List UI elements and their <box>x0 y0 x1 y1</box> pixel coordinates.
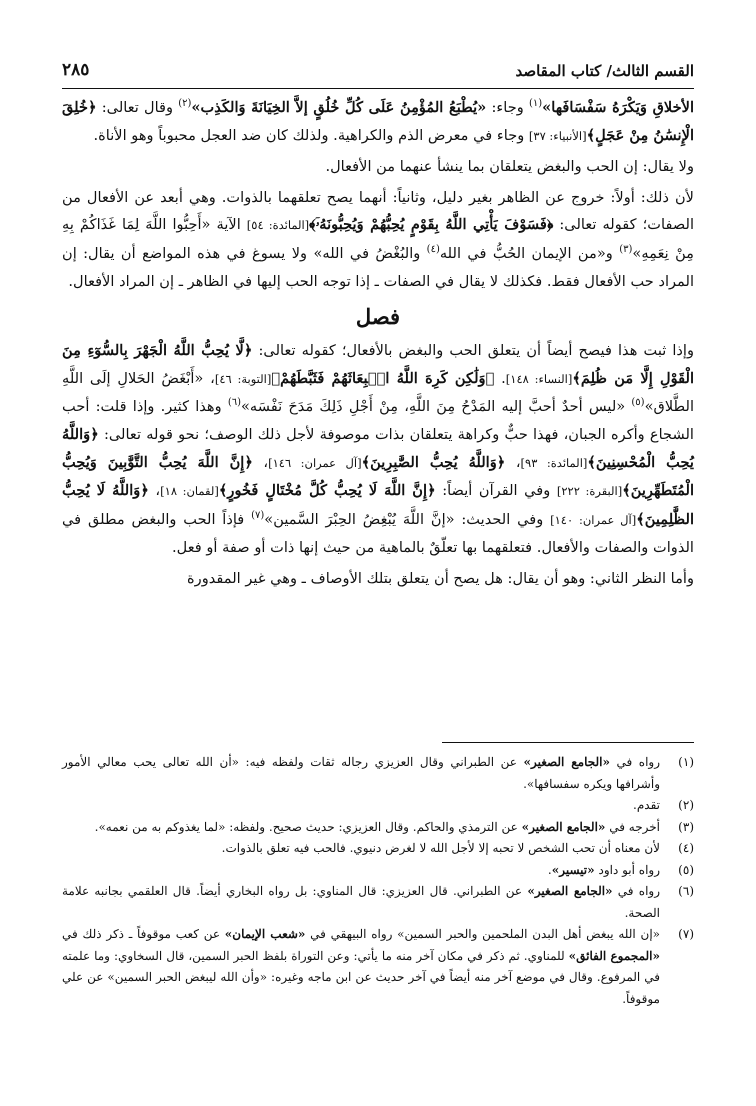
quran-quote: ﴿إِنَّ اللَّهَ لَا يُحِبُّ كُلَّ مُخْتَالٍ فَخُورٍ﴾ <box>218 482 436 500</box>
footnote-text <box>62 752 660 795</box>
text-run: أخرجه في <box>605 819 660 834</box>
text-run: رواه أبو داود <box>594 862 660 877</box>
main-text <box>62 94 694 593</box>
source-title: «شعب الإيمان» <box>224 927 306 941</box>
footnote-ref[interactable]: (٣) <box>619 244 633 256</box>
text-run: رواه في <box>612 884 660 898</box>
paragraph-5: وأما النظر الثاني: وهو أن يقال: هل يصح أن يتعلق بتلك الأوصاف ـ وهي غير المقدورة <box>187 569 694 587</box>
source-title: «الجامع الصغير» <box>523 755 610 769</box>
text-run: وجاء في معرض الذم والكراهية. ولذلك كان ضد العجل محبوباً وهو الأناة. <box>93 126 529 144</box>
text-run: للمناوي. ثم ذكر في مكان آخر منه ما يأتي: وعن التوراة بلفظ الحبر السمين، قال السخاوي: وما علمته في المرفوع. وقال في موضع آخر منه أيضاً في آخر حديث عن ابن ماجه وغيره: «وأن الله ليبغض الحبر السمين» عن علي موقوفاً. <box>62 948 660 1006</box>
footnote-text <box>62 881 660 924</box>
footnote-text <box>62 860 660 882</box>
footnote-ref[interactable]: (٦) <box>227 397 241 409</box>
text-run: رواه في <box>609 755 660 769</box>
text-run: لأن ذلك: أولاً: خروج عن الظاهر بغير دليل، وثانياً: أنهما يصح تعلقهما بالذوات. وهي أبعد عن الأفعال من الصفات؛ كقوله تعالى: <box>62 188 694 234</box>
footnote-3 <box>62 817 694 839</box>
verse-reference: [آل عمران: ١٤٦] <box>268 455 362 470</box>
text-run: ، <box>148 482 161 500</box>
footnote-ref[interactable]: (١) <box>528 98 543 110</box>
text-run: «إن الله يبغض أهل البدن الملحمين والحبر السمين» رواه البيهقي في <box>305 927 660 941</box>
verse-reference: [النساء: ١٤٨] <box>505 371 573 386</box>
footnote-6 <box>62 881 694 924</box>
hadith-quote: وفي الحديث: «إنَّ اللَّهَ يُبْغِضُ الحِبْرَ السَّمين» <box>264 510 551 528</box>
footnotes <box>62 752 694 1010</box>
text-run: عن الترمذي والحاكم. وقال العزيزي: حديث صحيح. ولفظه: «لما يغذوكم به من نعمه». <box>94 819 522 834</box>
footnote-rule <box>442 742 694 743</box>
footnote-number: (١) <box>678 755 694 769</box>
footnote-ref[interactable]: (٤) <box>426 244 440 256</box>
running-title: القسم الثالث/ كتاب المقاصد <box>515 62 694 80</box>
paragraph-1 <box>62 94 694 150</box>
footnote-7 <box>62 924 694 1010</box>
footnote-number: (٣) <box>678 819 694 834</box>
running-header <box>62 62 694 84</box>
text-run: الأخلاقِ وَيَكْرَهُ سَفْسَافَها» <box>542 99 695 116</box>
quran-quote: ﴿وَاللَّهُ يُحِبُّ الصَّٰبِرِينَ﴾ <box>361 453 506 471</box>
footnote-number: (٢) <box>678 798 694 812</box>
verse-reference: [المائدة: ٩٣] <box>520 455 588 470</box>
quran-quote: ﴿وَاللَّهُ يُحِبُّ الْمُحْسِنِينَ﴾ <box>62 425 694 471</box>
quran-quote: ﴿إِنَّ اللَّهَ يُحِبُّ التَّوَّٰبِينَ وَيُحِبُّ الْمُتَطَهِّرِينَ﴾ <box>62 453 695 500</box>
text-run: وفي القرآن أيضاً: <box>435 482 557 500</box>
paragraph-2: ولا يقال: إن الحب والبغض يتعلقان بما ينشأ عنهما من الأفعال. <box>325 158 694 176</box>
text-run: والبُغْضُ في الله» ولا يسوغ في هذه المواضع أن يقال: إن المراد حب الأفعال فقط. فكذلك لا يقال في الصفات ـ إذا توجه الحب إليها في الظاهر ـ إن المراد الأفعال. <box>62 244 694 290</box>
text-run: وجاء: <box>486 99 529 116</box>
text-run: عن كعب موقوفاً ـ ذكر ذلك في <box>62 927 225 941</box>
text-run: عن الطبراني وقال العزيزي رجاله ثقات ولفظه فيه: «أن الله تعالى يحب معالي الأمور وأشرافها ويكره سفسافها». <box>62 755 660 791</box>
text-run: ، <box>252 453 269 471</box>
text-run: وهذا كثير. وإذا قلت: أحب الشجاع وأكره الجبان، فهذا حبٌّ وكراهة يتعلقان بذات موصوفة لأجل ذلك الوصف؛ نحو قوله تعالى: <box>62 398 694 443</box>
footnote-ref[interactable]: (٧) <box>251 509 265 521</box>
footnote-number: (٦) <box>678 884 694 898</box>
verse-reference: [المائدة: ٥٤] <box>246 218 310 233</box>
footnote-text: تقدم. <box>633 798 660 812</box>
text-run: ، <box>505 453 521 471</box>
verse-reference: [آل عمران: ١٤٠] <box>550 512 637 527</box>
footnote-2 <box>62 795 694 817</box>
text-run: عن الطبراني. قال العزيزي: قال المناوي: بل رواه البخاري أيضاً. قال العلقمي بجانبه علامة الصحة. <box>62 884 660 920</box>
footnote-number: (٤) <box>678 841 694 855</box>
text-run: وإذا ثبت هذا فيصح أيضاً أن يتعلق الحب والبغض بالأفعال؛ كقوله تعالى: <box>252 342 695 360</box>
hadith-quote: «ليس أحدٌ أحبَّ إليه المَدْحُ مِنَ اللَّهِ، مِنْ أَجْلِ ذَلِكَ مَدَحَ نَفْسَه» <box>241 398 632 416</box>
page-number: ٢٨٥ <box>62 60 90 80</box>
quran-quote: ﴿لَّا يُحِبُّ اللَّهُ الْجَهْرَ بِالسُّوٓءِ مِنَ الْقَوْلِ إِلَّا مَن ظُلِمَ﴾ <box>62 342 695 387</box>
footnote-ref[interactable]: (٥) <box>631 397 645 409</box>
paragraph-4 <box>62 337 694 562</box>
footnote-text <box>62 817 660 839</box>
footnote-1 <box>62 752 694 795</box>
footnote-ref[interactable]: (٢) <box>178 98 192 110</box>
quran-quote: ﴿وَلَٰكِن كَرِهَ اللَّهُ انۢبِعَاثَهُمْ فَثَبَّطَهُمْ﴾ <box>271 369 495 387</box>
hadith-quote: ، «أَبْغَضُ الحَلالِ إلَى اللَّهِ الطَّلاق» <box>62 369 694 416</box>
footnote-number: (٥) <box>678 862 694 877</box>
verse-reference: [الأنبياء: ٣٧] <box>528 128 587 143</box>
text-run: وقال تعالى: <box>96 99 179 116</box>
footnote-5 <box>62 860 694 882</box>
header-rule <box>62 88 694 89</box>
hadith-quote: الآية «أَحِبُّوا اللَّهَ لِمَا غَذَاكُمْ بِهِ مِنْ نِعَمِهِ» <box>62 216 694 262</box>
verse-reference: [التوبة: ٤٦] <box>214 371 272 386</box>
source-title: «المجموع الفائق» <box>568 948 660 963</box>
footnote-4 <box>62 838 694 860</box>
source-title: «الجامع الصغير» <box>527 884 613 898</box>
footnote-text: لأن معناه أن تحب الشخص لا تحبه إلا لأجل الله لا لغرض دنيوي. فالحب فيه تعلق بالذوات. <box>221 841 660 855</box>
source-title: «الجامع الصغير» <box>521 819 606 834</box>
quran-quote: ﴿خُلِقَ الْإِنسَٰنُ مِنْ عَجَلٍ﴾ <box>62 99 694 144</box>
hadith-quote: «يُطْبَعُ المُؤْمِنُ عَلَى كُلِّ خُلُقٍ إلاَّ الخِيَانَةَ وَالكَذِب» <box>191 99 487 116</box>
footnote-number: (٧) <box>678 927 694 941</box>
text-run: و«من الإيمان الحُبُّ في الله <box>439 244 620 262</box>
verse-reference: [البقرة: ٢٢٢] <box>556 484 623 499</box>
quran-quote: ﴿فَسَوْفَ يَأْتِي اللَّهُ بِقَوْمٍ يُحِبُّهُمْ وَيُحِبُّونَهُۥٓ﴾ <box>309 216 554 234</box>
text-run: . <box>547 862 552 877</box>
section-heading: فصل <box>355 304 401 330</box>
text-run: . <box>494 369 506 387</box>
text-run: فإذاً الحب والبغض مطلق في الذوات والصفات والأفعال. فتعلقهما بها تعلّقٌ بالماهية من حيث إنها ذات أو صفة أو فعل. <box>62 510 694 557</box>
paragraph-3 <box>62 184 694 295</box>
source-title: «تيسير» <box>551 862 595 877</box>
quran-quote: ﴿وَاللَّهُ لَا يُحِبُّ الظَّٰلِمِينَ﴾ <box>62 482 695 528</box>
verse-reference: [لقمان: ١٨] <box>160 484 219 499</box>
footnote-text <box>62 924 660 1010</box>
